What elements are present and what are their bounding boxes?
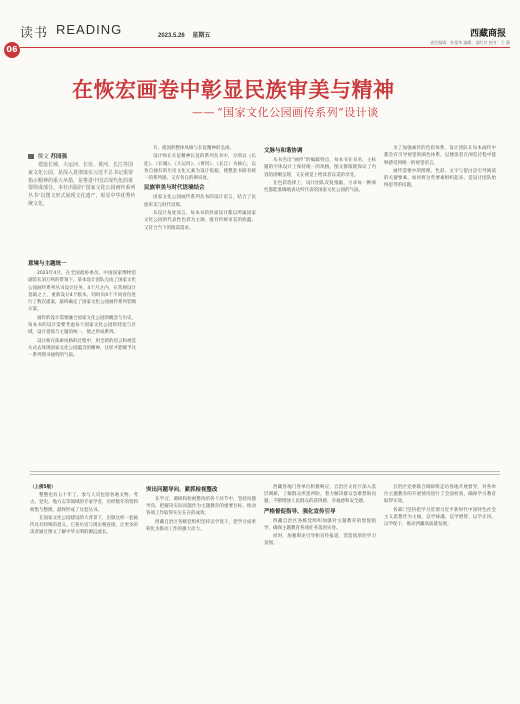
lead-text: 建设长城、大运河、长征、黄河、长江等国家文化公园，是深入贯彻落实习近平总书记重要指示精神的重大举措，是推进中国式现代化的重要组成部分。本社出版的“国家文化公园画传系列丛书”以图文形式展现文化遗产，彰显中华优秀传统文化。: [28, 162, 136, 207]
author-name: 苏园强: [50, 154, 68, 160]
section-name: 读书: [20, 26, 49, 41]
bottom-column-3: [264, 484, 376, 694]
page-header: [0, 0, 520, 54]
column-4: [384, 145, 496, 468]
lead-paragraph: [28, 162, 136, 209]
bottom-column-2: [146, 484, 256, 694]
weekday: 星期五: [192, 33, 211, 39]
paragraph: 在色彩选择上，设计团队反复推敲，力求每一种颜色都能准确地表达所代表的国家文化公园的气质。: [264, 180, 376, 194]
column-2: [144, 145, 256, 468]
paragraph: 升，使国的整体风格与长征精神的弘扬。: [153, 146, 234, 151]
subtitle-text: “国家文化公园画传系列”设计谈: [217, 106, 379, 119]
section-divider: [30, 471, 500, 472]
paragraph: 2023年4月，在全国政协委员、中国国家博物馆副馆长刘万鸣的带领下，某本设计团队完成了国家文化公园画传系列丛书设计任务。4个月之内，在常规设计基础之上，重新设计4个版本，同时向4个不同省份进行了数次提案，最终确定了国家文化公园画传系列装帧方案。: [28, 271, 136, 313]
bottom-column-1: [30, 484, 138, 694]
paragraph: 西藏各地门各单位积极响应，自治区文化厅深入基层调研，了解群众所思所盼，着力解决群众急难愁盼问题，不断增强人民群众的获得感、幸福感和安全感。: [264, 485, 376, 505]
paragraph: 整整也有五十年了，参与人员包括各地文物、考古、党史、地方志等领域的专家学者，历经数年的资料收集与整理，最终形成了这套丛书。: [30, 493, 138, 513]
bottom-column-4: [384, 484, 496, 694]
paragraph: 为了加强画传的色彩体系，设计团队在每本画传中都会有引导视觉的颜色体系，以便读者在浏览过程中能够感受到统一的视觉语言。: [384, 146, 496, 166]
paragraph: 设计师在长征精神长征的系列丛书中，分别以《长征》、《长城》、《大运河》、《黄河》、《长江》为核心，以各自独有的历史文化元素为设计依据，使整套书既有统一的系列感，又有各自的辨识度。: [144, 154, 256, 182]
section-heading: 文脉与和谐协调: [264, 148, 303, 154]
continued-tag: （上接5版）: [30, 485, 56, 490]
section-divider: [30, 474, 500, 475]
section-heading: 民族审美与时代语境结合: [144, 185, 205, 192]
paragraph: 各部门坚持把学习贯彻习近平新时代中国特色社会主义思想作为主线，以学铸魂、以学增智、以学正风、以学促干，推动西藏高质量发展。: [384, 507, 496, 528]
paragraph: 自治区党委联合调研组走访各地开展督导，对各单位主题教育的开展情况进行了全面检查，确保学习教育取得实效。: [384, 485, 496, 505]
editor-credits: 责任编辑：杜俊华 编辑：邵红芳 校对：王 静: [430, 40, 510, 45]
subtitle-dash: ——: [192, 106, 215, 119]
paragraph: 在国家文化公园建设的大背景下，出版这样一套画传具有特殊的意义。它将历史与现实相连接，让更多的读者通过图文了解中华文明的源远流长。: [30, 515, 138, 536]
dateline: [158, 30, 216, 39]
paragraph: 设计师在探索风格的过程中，用全新的语言和视觉方式去体现国家文化公园蕴含的精神，这样才能赋予这一系列图书独特的气质。: [28, 338, 136, 359]
byline: [28, 152, 67, 160]
newspaper-name: 西藏商报: [469, 29, 506, 39]
section-heading: 意境与主题统一: [28, 261, 67, 267]
section-heading: 突出问题导向、紧抓检视整改: [146, 487, 218, 493]
header-divider: [20, 47, 510, 48]
article-title: 在恢宏画卷中彰显民族审美与精神: [72, 77, 395, 102]
paragraph: 在学习、调研和检视整改的各个环节中，坚持问题导向，把解决实际问题作为主题教育的重要目标，推动各项工作取得实实在在的成效。: [146, 497, 256, 517]
column-3: [264, 145, 376, 468]
paragraph: 西藏自治区各级党组织坚持以学促干，把学习成果转化为推动工作的强大动力。: [146, 519, 256, 532]
pen-icon: [28, 154, 34, 159]
section-name-en: READING: [56, 22, 123, 37]
column-1: [28, 258, 136, 468]
article-subtitle: [192, 104, 379, 120]
paragraph: 国家文化公园画传系列丛书的设计语言，结合了民族审美与时代语境。: [144, 195, 256, 208]
paragraph: 同时，加强舆论引导和宣传报道，营造浓厚的学习氛围。: [264, 534, 376, 547]
paragraph: 画传的设计需要融合国家文化公园的概念与历史，每本书的设计需要考虑每个国家文化公园的特征与区域，设计意境与主题的统一，使之形成系列。: [28, 315, 136, 336]
byline-label: 撰文: [37, 154, 49, 160]
section-heading: 严格督促指导、强化宣传引导: [264, 508, 336, 515]
paragraph: 画传需要中的图像、色彩、文字与留白是引导阅读的关键要素，如何将这些要素组织起来，是设计团队始终思考的问题。: [384, 168, 496, 189]
paragraph: 从书名出“画传”的编辑特点，每本书在书名、主标题的字体设计上保持统一的风格，图文排版既保证了内容的清晰呈现，又在视觉上给读者以美的享受。: [264, 158, 376, 178]
paragraph: 西藏自治区各级党组织加强对主题教育的督促指导，确保主题教育各项任务落到实处。: [264, 518, 376, 531]
paragraph: 从设计角度而言，每本书的封面设计都以所属国家文化公园的代表性色彩为主调，既有传统审美的底蕴，又符合当下的阅读需求。: [144, 211, 256, 231]
date: 2023.5.26: [158, 33, 185, 39]
page-number: 06: [4, 42, 20, 58]
